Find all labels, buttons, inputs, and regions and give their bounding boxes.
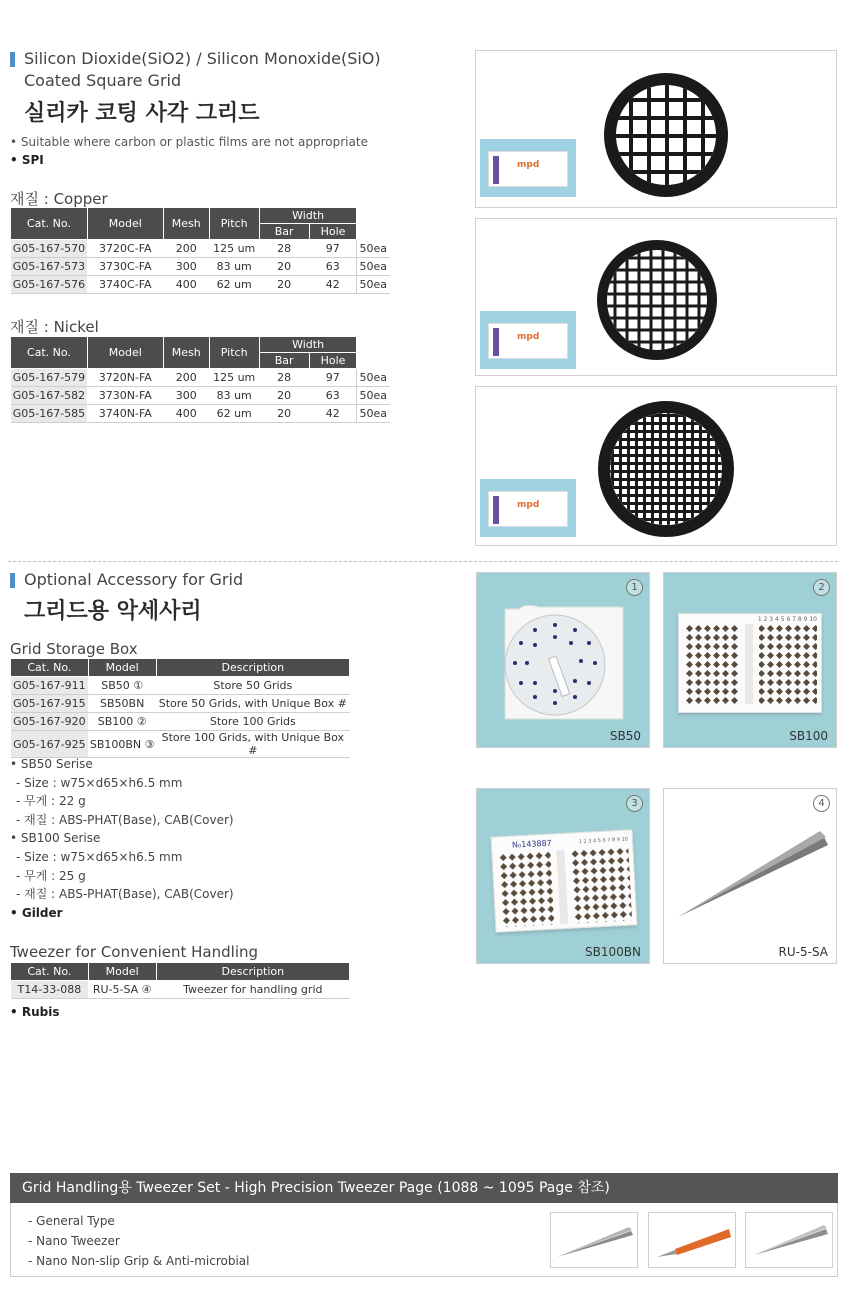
tray-digits: 1 2 3 4 5 6 7 8 9 10 [578, 836, 629, 846]
bar: 28 [259, 369, 309, 387]
col-model: Model [88, 963, 156, 981]
bar: 28 [259, 240, 309, 258]
table-row [11, 981, 350, 999]
col-width: Width [259, 337, 357, 353]
photo-ru-5-sa [663, 788, 837, 964]
storage-tray-image [678, 613, 822, 713]
section-divider [8, 561, 838, 562]
cat-no: T14-33-088 [11, 981, 89, 999]
col-model: Model [88, 659, 156, 677]
cat-no: G05-167-920 [11, 713, 89, 731]
grid-box-image [480, 311, 576, 369]
col-bar: Bar [259, 353, 309, 369]
cat-no: G05-167-911 [11, 677, 89, 695]
photo-label: SB100 [789, 729, 828, 743]
section2-title: Optional Accessory for Grid [10, 569, 243, 591]
hole: 63 [309, 258, 357, 276]
copper-title: 재질 : Copper [10, 190, 108, 208]
list-item: - General Type [28, 1214, 115, 1228]
mesh: 400 [163, 405, 209, 423]
cat-no: G05-167-576 [11, 276, 88, 294]
hole: 97 [309, 369, 357, 387]
model: 3730N-FA [87, 387, 163, 405]
copper-table [10, 207, 390, 294]
mesh: 300 [163, 258, 209, 276]
model: SB100 ② [88, 713, 156, 731]
hole: 63 [309, 387, 357, 405]
list-item: - Nano Tweezer [28, 1234, 120, 1248]
model: SB100BN ③ [88, 731, 156, 758]
storage-tray-image [491, 829, 638, 932]
grid-photo-400 [475, 386, 837, 546]
spec-line: • SB100 Serise [10, 831, 101, 846]
pitch: 83 um [209, 387, 259, 405]
col-desc: Description [156, 659, 349, 677]
description: Store 50 Grids [156, 677, 349, 695]
tweezer-icon [746, 1213, 834, 1269]
grid-box-image [480, 139, 576, 197]
col-bar: Bar [259, 224, 309, 240]
photo-sb100bn [476, 788, 650, 964]
photo-label: SB100BN [585, 945, 641, 959]
pitch: 125 um [209, 369, 259, 387]
photo-sb100 [663, 572, 837, 748]
cat-no: G05-167-573 [11, 258, 88, 276]
table-row [11, 258, 391, 276]
hole: 42 [309, 276, 357, 294]
model: 3740C-FA [87, 276, 163, 294]
photo-label: RU-5-SA [778, 945, 828, 959]
thumb-nano-tweezer [648, 1212, 736, 1268]
unit: 50ea [357, 387, 390, 405]
tweezer-page-bar: Grid Handling용 Tweezer Set - High Precision Tweezer Page (1088 ~ 1095 Page 참조) [10, 1173, 838, 1203]
table-row [11, 677, 350, 695]
unit: 50ea [357, 405, 390, 423]
cat-no: G05-167-582 [11, 387, 88, 405]
grid-box-image [480, 479, 576, 537]
col-cat: Cat. No. [11, 659, 89, 677]
model: SB50 ① [88, 677, 156, 695]
unit: 50ea [357, 276, 390, 294]
bar: 20 [259, 258, 309, 276]
col-mesh: Mesh [163, 208, 209, 240]
pitch: 125 um [209, 240, 259, 258]
col-mesh: Mesh [163, 337, 209, 369]
table-row [11, 387, 391, 405]
grid-box-logo: mpd [517, 332, 540, 342]
unit: 50ea [357, 258, 390, 276]
photo-number: 2 [813, 579, 830, 596]
model: 3720C-FA [87, 240, 163, 258]
storage-spec-list [10, 755, 234, 922]
section1-title-line1: Silicon Dioxide(SiO2) / Silicon Monoxide(SiO) [10, 48, 381, 70]
cat-no: G05-167-570 [11, 240, 88, 258]
tweezer-icon [649, 1213, 737, 1269]
round-storage-box-icon [499, 603, 629, 723]
unit: 50ea [357, 240, 390, 258]
model: 3730C-FA [87, 258, 163, 276]
tray-serial: N₀143887 [511, 838, 552, 850]
tweezer-icon [674, 827, 830, 923]
model: 3720N-FA [87, 369, 163, 387]
section1-title-line2: Coated Square Grid [24, 71, 182, 90]
table-row [11, 240, 391, 258]
cat-no: G05-167-925 [11, 731, 89, 758]
cat-no: G05-167-585 [11, 405, 88, 423]
cat-no: G05-167-579 [11, 369, 88, 387]
photo-number: 3 [626, 795, 643, 812]
unit: 50ea [357, 369, 390, 387]
square-grid-200-icon [604, 73, 728, 197]
model: 3740N-FA [87, 405, 163, 423]
pitch: 62 um [209, 405, 259, 423]
tray-digits: 1 2 3 4 5 6 7 8 9 10 [757, 616, 817, 623]
bullet-spi: • SPI [10, 153, 44, 167]
spec-line: - 무게 : 25 g [16, 868, 86, 883]
mesh: 400 [163, 276, 209, 294]
table-row [11, 405, 391, 423]
grid-box-logo: mpd [517, 160, 540, 170]
table-row [11, 731, 350, 758]
description: Tweezer for handling grid [156, 981, 349, 999]
tweezer-table [10, 962, 350, 999]
table-row [11, 276, 391, 294]
photo-sb50 [476, 572, 650, 748]
table-row [11, 713, 350, 731]
grid-slots-icon [685, 624, 817, 704]
photo-number: 1 [626, 579, 643, 596]
spec-line: - Size : w75×d65×h6.5 mm [16, 775, 183, 790]
spec-line: - 무게 : 22 g [16, 794, 86, 809]
bar: 20 [259, 276, 309, 294]
spec-line: - Size : w75×d65×h6.5 mm [16, 849, 183, 864]
tweezer-title: Tweezer for Convenient Handling [10, 943, 259, 961]
grid-photo-200 [475, 50, 837, 208]
thumb-general-tweezer [550, 1212, 638, 1268]
col-cat: Cat. No. [11, 963, 89, 981]
pitch: 83 um [209, 258, 259, 276]
storage-table [10, 658, 350, 758]
col-cat: Cat. No. [11, 208, 88, 240]
model: RU-5-SA ④ [88, 981, 156, 999]
description: Store 100 Grids, with Unique Box # [156, 731, 349, 758]
section1-title-kr: 실리카 코팅 사각 그리드 [24, 101, 260, 126]
hole: 42 [309, 405, 357, 423]
nickel-table [10, 336, 390, 423]
grid-slots-icon [498, 847, 632, 928]
description: Store 100 Grids [156, 713, 349, 731]
spec-line: • SB50 Serise [10, 757, 93, 771]
spec-line: - 재질 : ABS-PHAT(Base), CAB(Cover) [16, 887, 234, 902]
thumb-nonslip-tweezer [745, 1212, 833, 1268]
mesh: 200 [163, 240, 209, 258]
bar: 20 [259, 387, 309, 405]
list-item: - Nano Non-slip Grip & Anti-microbial [28, 1254, 250, 1268]
mesh: 200 [163, 369, 209, 387]
col-model: Model [87, 208, 163, 240]
square-grid-300-icon [596, 239, 718, 361]
cat-no: G05-167-915 [11, 695, 89, 713]
section2-title-kr: 그리드용 악세사리 [24, 599, 202, 624]
col-hole: Hole [309, 353, 357, 369]
col-hole: Hole [309, 224, 357, 240]
pitch: 62 um [209, 276, 259, 294]
nickel-title: 재질 : Nickel [10, 318, 99, 336]
bullet-suitable: • Suitable where carbon or plastic films are not appropriate [10, 135, 368, 149]
photo-label: SB50 [609, 729, 641, 743]
spec-line: - 재질 : ABS-PHAT(Base), CAB(Cover) [16, 812, 234, 827]
col-desc: Description [156, 963, 349, 981]
photo-number: 4 [813, 795, 830, 812]
spec-maker: • Gilder [10, 905, 63, 920]
mesh: 300 [163, 387, 209, 405]
col-model: Model [87, 337, 163, 369]
bar: 20 [259, 405, 309, 423]
col-pitch: Pitch [209, 208, 259, 240]
hole: 97 [309, 240, 357, 258]
description: Store 50 Grids, with Unique Box # [156, 695, 349, 713]
tweezer-icon [551, 1213, 639, 1269]
model: SB50BN [88, 695, 156, 713]
col-cat: Cat. No. [11, 337, 88, 369]
tweezer-maker: • Rubis [10, 1005, 60, 1019]
grid-photo-300 [475, 218, 837, 376]
tweezer-type-list [28, 1211, 249, 1271]
storage-title: Grid Storage Box [10, 640, 138, 658]
col-width: Width [259, 208, 357, 224]
col-pitch: Pitch [209, 337, 259, 369]
grid-box-logo: mpd [517, 500, 540, 510]
table-row [11, 695, 350, 713]
square-grid-400-icon [596, 399, 736, 539]
table-row [11, 369, 391, 387]
